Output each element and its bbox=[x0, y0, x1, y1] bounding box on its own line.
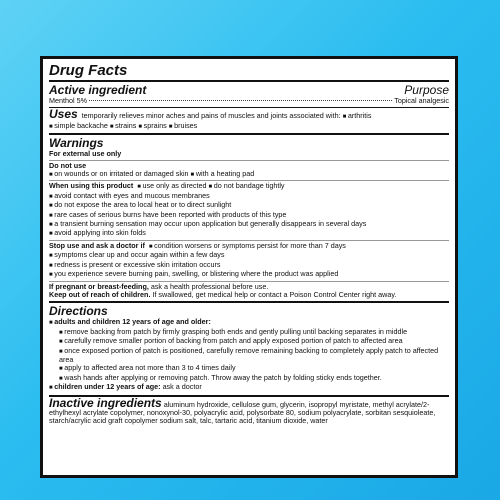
stop-use-item: ■ redness is present or excessive skin irritation occurs bbox=[49, 261, 449, 270]
warnings-section bbox=[49, 135, 449, 303]
direction-step: ■ wash hands after applying or removing patch. Throw away the patch by folding sticky ends together. bbox=[49, 374, 449, 383]
do-not-use-item: ■ with a heating pad bbox=[191, 169, 255, 178]
pregnant-label: If pregnant or breast-feeding, bbox=[49, 281, 149, 291]
use-item: ■ bruises bbox=[169, 121, 197, 130]
stop-use-inline-item: ■ condition worsens or symptoms persist for more than 7 days bbox=[149, 241, 346, 250]
active-ingredient-value: Menthol 5% bbox=[49, 96, 87, 105]
when-using-item: ■ avoid contact with eyes and mucous membranes bbox=[49, 192, 449, 201]
when-using-item: ■ a transient burning sensation may occur upon application but generally disappears in several days bbox=[49, 220, 449, 229]
direction-step: ■ carefully remove smaller portion of backing from patch and apply exposed portion of patch to affected area bbox=[49, 337, 449, 346]
do-not-use-item: ■ on wounds or on irritated or damaged skin bbox=[49, 169, 189, 178]
dotted-leader bbox=[89, 100, 392, 101]
external-use-text: For external use only bbox=[49, 149, 122, 159]
uses-heading: Uses bbox=[49, 107, 78, 122]
stop-use-block bbox=[49, 240, 449, 280]
active-ingredient-section bbox=[49, 82, 449, 108]
stop-use-item: ■ symptoms clear up and occur again within a few days bbox=[49, 251, 449, 260]
purpose-heading: Purpose bbox=[404, 83, 449, 97]
when-using-item: ■ do not expose the area to local heat or to direct sunlight bbox=[49, 201, 449, 210]
when-using-inline-item: ■ use only as directed bbox=[137, 181, 206, 190]
active-ingredient-heading: Active ingredient bbox=[49, 83, 147, 97]
direction-step: ■ once exposed portion of patch is positioned, carefully remove remaining backing to completely apply patch to affected area bbox=[49, 347, 449, 365]
directions-heading: Directions bbox=[49, 304, 108, 319]
uses-text: temporarily relieves minor aches and pains of muscles and joints associated with: bbox=[81, 111, 341, 121]
when-using-label: When using this product bbox=[49, 181, 134, 191]
stop-use-label: Stop use and ask a doctor if bbox=[49, 240, 145, 250]
do-not-use-label: Do not use bbox=[49, 160, 87, 170]
direction-step: ■ apply to affected area not more than 3 to 4 times daily bbox=[49, 364, 449, 373]
use-item: ■ sprains bbox=[138, 121, 166, 130]
children-directions-text: ask a doctor bbox=[162, 382, 202, 392]
when-using-inline-item: ■ do not bandage tightly bbox=[208, 181, 284, 190]
children-warning-label: Keep out of reach of children. bbox=[49, 289, 151, 299]
when-using-item: ■ avoid applying into skin folds bbox=[49, 229, 449, 238]
purpose-value: Topical analgesic bbox=[394, 96, 449, 105]
uses-section bbox=[49, 108, 449, 135]
use-item: ■ simple backache bbox=[49, 121, 108, 130]
use-item: ■ strains bbox=[110, 121, 136, 130]
drug-facts-title: Drug Facts bbox=[49, 62, 449, 82]
use-item: ■ arthritis bbox=[343, 111, 372, 120]
inactive-heading: Inactive ingredients bbox=[49, 395, 162, 410]
direction-step: ■ remove backing from patch by firmly grasping both ends and gently pulling until backing separates in middle bbox=[49, 328, 449, 337]
adults-label: ■ adults and children 12 years of age and older: bbox=[49, 318, 449, 327]
pregnant-text: ask a health professional before use. bbox=[150, 281, 269, 291]
inactive-ingredients-section bbox=[49, 397, 449, 428]
stop-use-item: ■ you experience severe burning pain, swelling, or blistering where the product was applied bbox=[49, 270, 449, 279]
children-warning-text: If swallowed, get medical help or contact a Poison Control Center right away. bbox=[152, 289, 397, 299]
when-using-item: ■ rare cases of serious burns have been reported with products of this type bbox=[49, 211, 449, 220]
directions-section bbox=[49, 303, 449, 396]
drug-facts-panel bbox=[40, 56, 458, 478]
do-not-use-block bbox=[49, 160, 449, 180]
when-using-block bbox=[49, 180, 449, 238]
warnings-heading: Warnings bbox=[49, 136, 104, 151]
inactive-text: aluminum hydroxide, cellulose gum, glycerin, isopropyl myristate, methyl acrylate/2-ethylhexyl acrylate copolymer, nonoxynol-30, polyacrylic acid, polysorbate 80, sodium polyacrylate, sorbitan sesquioleate, starch/acrylic acid graft copolymer sodium salt, talc, tartaric acid, titanium dioxide, water bbox=[49, 399, 436, 426]
pregnancy-children-block bbox=[49, 281, 449, 300]
children-directions-label: ■ children under 12 years of age: bbox=[49, 382, 161, 391]
